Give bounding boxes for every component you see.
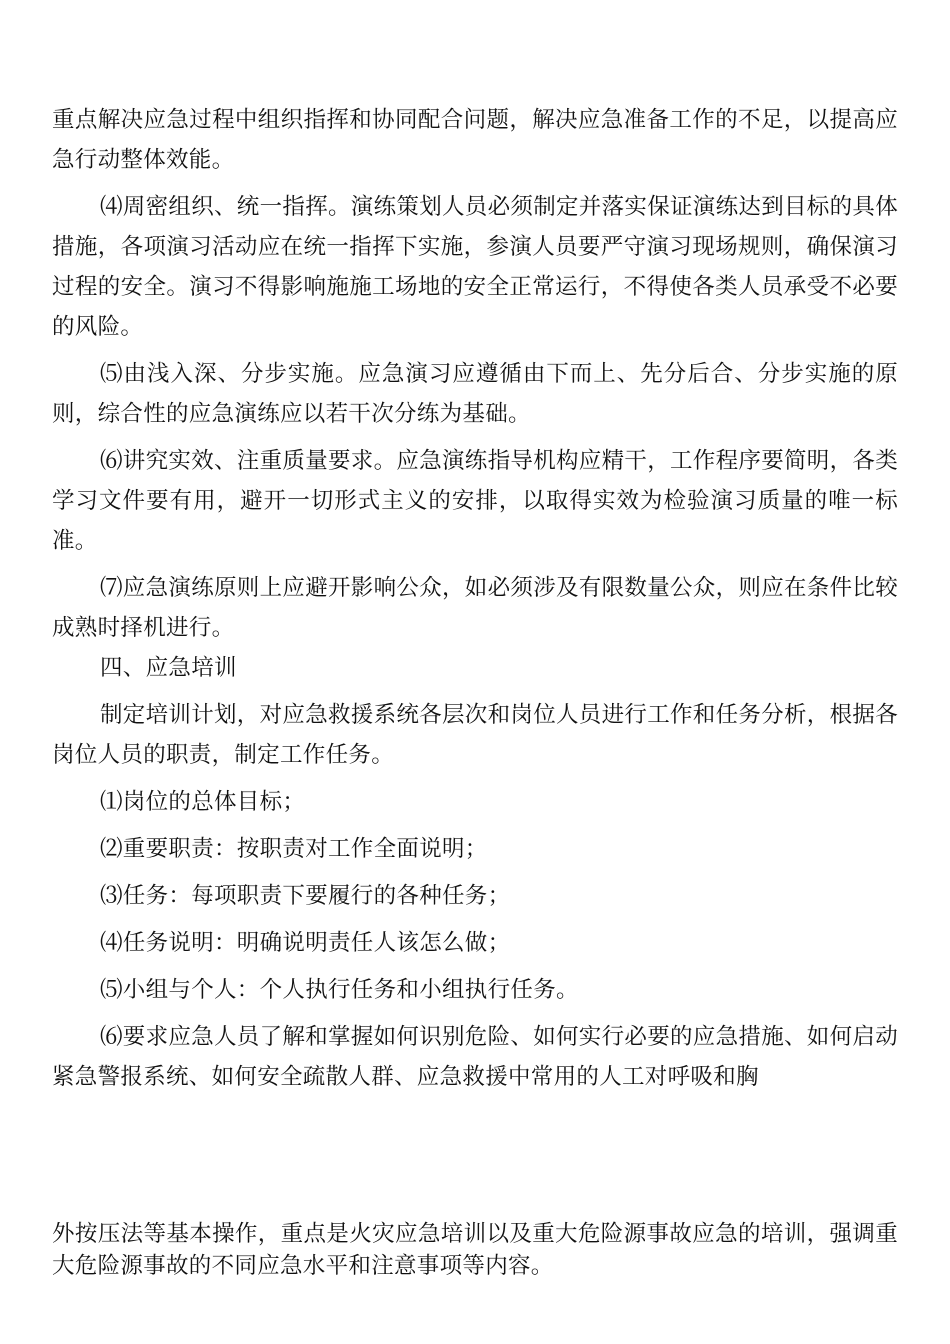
list-item-requirements: ⑹要求应急人员了解和掌握如何识别危险、如何实行必要的应急措施、如何启动紧急警报系统、如何安全疏散人群、应急救援中常用的人工对呼吸和胸 (52, 1024, 899, 1090)
list-item-task-description: ⑷任务说明：明确说明责任人该怎么做； (100, 930, 511, 956)
paragraph-item-7-public: ⑺应急演练原则上应避开影响公众，如必须涉及有限数量公众，则应在条件比较成熟时择机进行。 (52, 575, 899, 641)
section-heading-training: 四、应急培训 (100, 655, 237, 681)
paragraph-training-plan: 制定培训计划，对应急救援系统各层次和岗位人员进行工作和任务分析，根据各岗位人员的职责，制定工作任务。 (52, 702, 899, 768)
list-item-duties: ⑵重要职责：按职责对工作全面说明； (100, 836, 488, 862)
paragraph-item-4-organization: ⑷周密组织、统一指挥。演练策划人员必须制定并落实保证演练达到目标的具体措施，各项演习活动应在统一指挥下实施，参演人员要严守演习现场规则，确保演习过程的安全。演习不得影响施施工场地的安全正常运行，不得使各类人员承受不必要的风险。 (52, 194, 899, 340)
list-item-overall-goal: ⑴岗位的总体目标； (100, 789, 306, 815)
document-body (52, 100, 898, 1097)
paragraph-requirements-continued: 外按压法等基本操作，重点是火灾应急培训以及重大危险源事故应急的培训，强调重大危险源事故的不同应急水平和注意事项等内容。 (52, 1221, 898, 1279)
paragraph-item-6-effectiveness: ⑹讲究实效、注重质量要求。应急演练指导机构应精干，工作程序要简明，各类学习文件要有用，避开一切形式主义的安排，以取得实效为检验演习质量的唯一标准。 (52, 448, 899, 554)
paragraph-item-5-gradual: ⑸由浅入深、分步实施。应急演习应遵循由下而上、先分后合、分步实施的原则，综合性的应急演练应以若干次分练为基础。 (52, 361, 898, 427)
list-item-group-individual: ⑸小组与个人：个人执行任务和小组执行任务。 (100, 977, 579, 1003)
list-item-tasks: ⑶任务：每项职责下要履行的各种任务； (100, 883, 511, 909)
document-body-continued (52, 1218, 898, 1282)
paragraph-continuation: 重点解决应急过程中组织指挥和协同配合问题，解决应急准备工作的不足，以提高应急行动整体效能。 (52, 107, 898, 173)
